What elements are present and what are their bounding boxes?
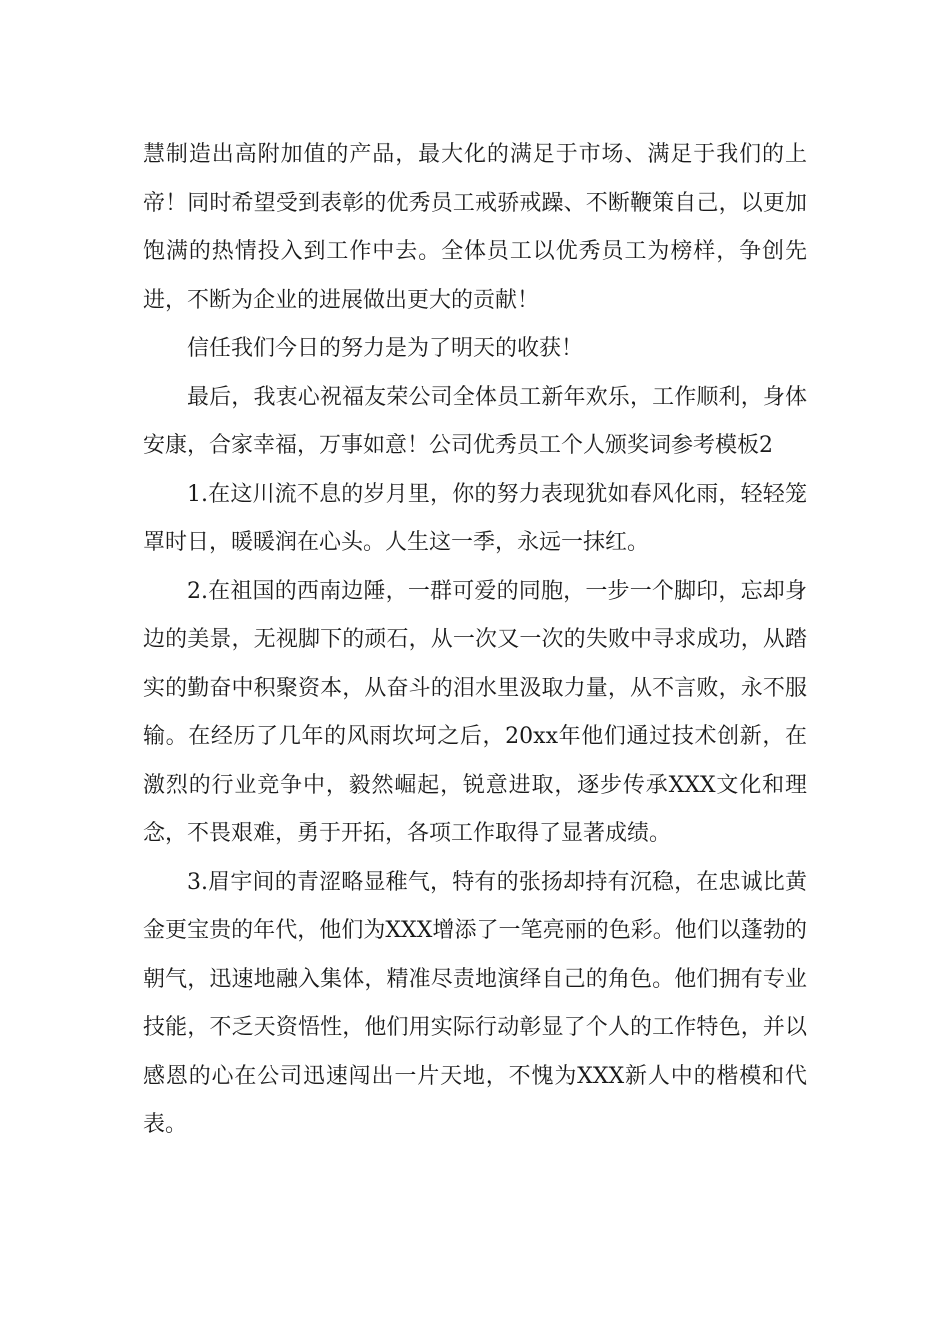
document-body	[143, 131, 807, 1150]
paragraph-item-1: 1.在这川流不息的岁月里，你的努力表现犹如春风化雨，轻轻笼罩时日，暖暖润在心头。人生这一季，永远一抹红。	[143, 481, 807, 555]
paragraph-belief: 信任我们今日的努力是为了明天的收获！	[187, 336, 584, 361]
paragraph-item-2: 2.在祖国的西南边陲，一群可爱的同胞，一步一个脚印，忘却身边的美景，无视脚下的顽石，从一次又一次的失败中寻求成功，从踏实的勤奋中积聚资本，从奋斗的泪水里汲取力量，从不言败，永不服输。在经历了几年的风雨坎坷之后，20xx年他们通过技术创新，在激烈的行业竞争中，毅然崛起，锐意进取，逐步传承XXX文化和理念，不畏艰难，勇于开拓，各项工作取得了显著成绩。	[143, 578, 807, 846]
paragraph-item-3: 3.眉宇间的青涩略显稚气，特有的张扬却持有沉稳，在忠诚比黄金更宝贵的年代，他们为XXX增添了一笔亮丽的色彩。他们以蓬勃的朝气，迅速地融入集体，精准尽责地演绎自己的角色。他们拥有专业技能，不乏天资悟性，他们用实际行动彰显了个人的工作特色，并以感恩的心在公司迅速闯出一片天地，不愧为XXX新人中的楷模和代表。	[143, 869, 807, 1137]
paragraph-continuation: 慧制造出高附加值的产品，最大化的满足于市场、满足于我们的上帝！同时希望受到表彰的优秀员工戒骄戒躁、不断鞭策自己，以更加饱满的热情投入到工作中去。全体员工以优秀员工为榜样，争创先进，不断为企业的进展做出更大的贡献！	[143, 142, 807, 313]
paragraph-closing-wishes: 最后，我衷心祝福友荣公司全体员工新年欢乐，工作顺利，身体安康，合家幸福，万事如意！公司优秀员工个人颁奖词参考模板2	[143, 384, 807, 458]
